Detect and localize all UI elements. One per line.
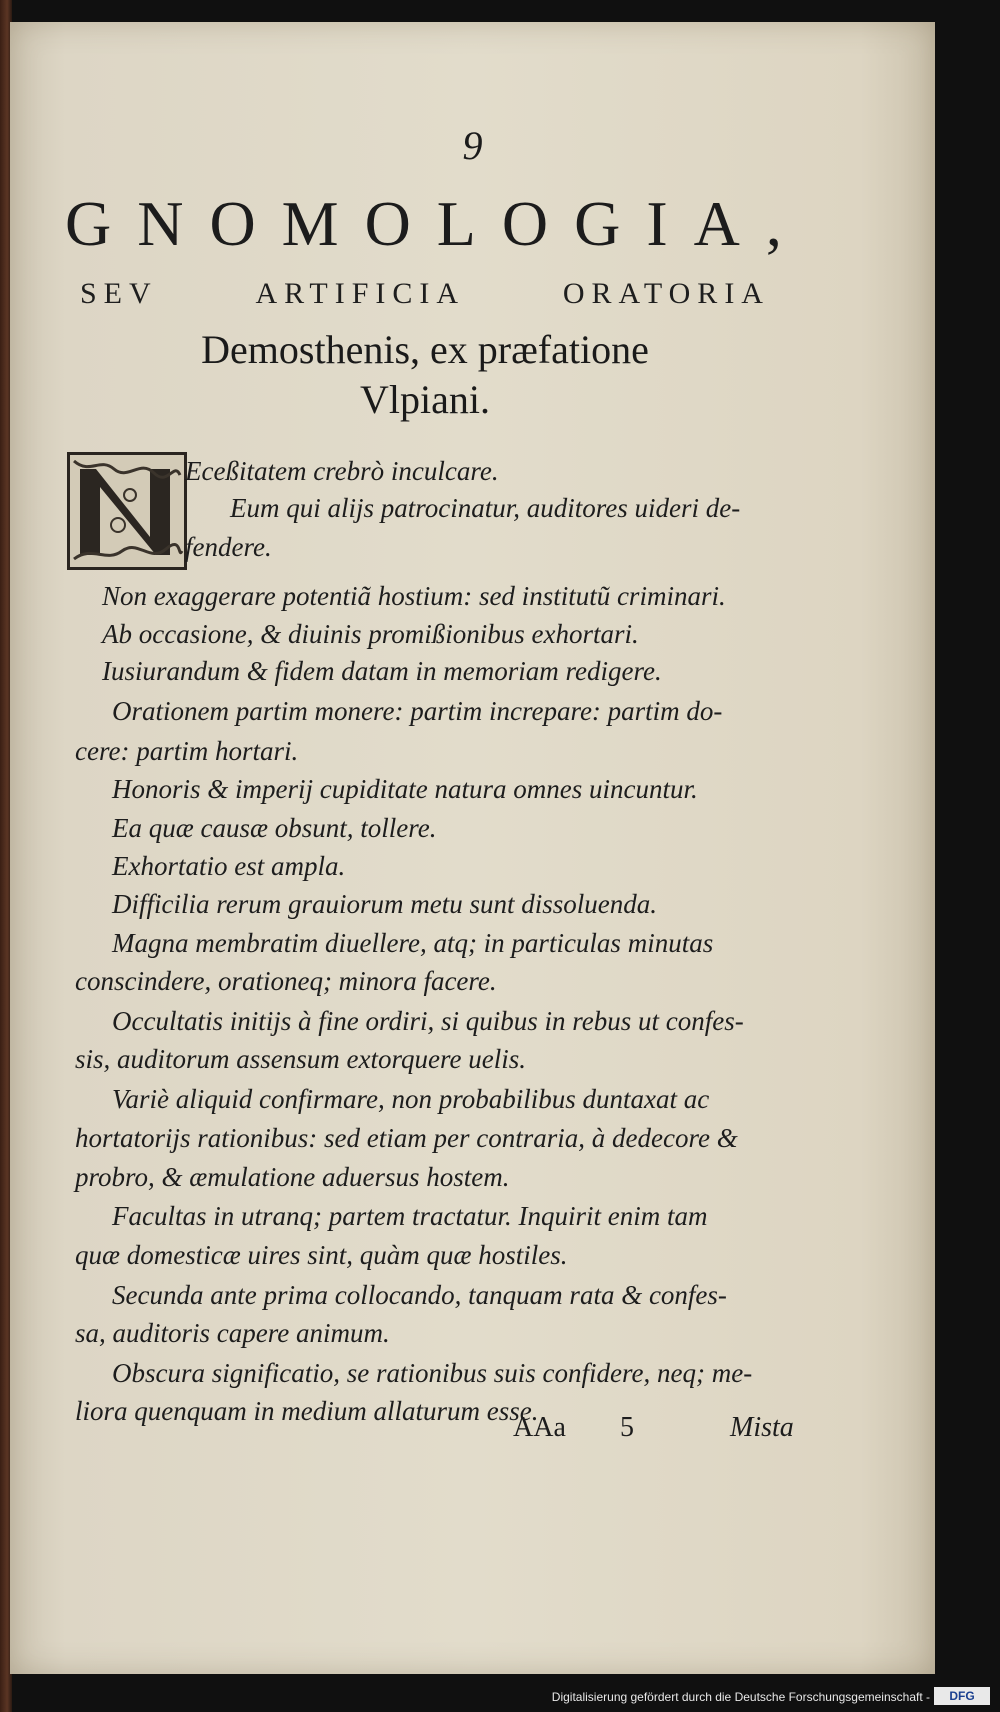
text-line: liora quenquam in medium allaturum esse. <box>75 1396 539 1426</box>
text-line: Orationem partim monere: partim increpare: partim do- <box>112 696 723 726</box>
subtitle <box>80 277 770 311</box>
text-line: Ab occasione, & diuinis promißionibus exhortari. <box>102 619 639 649</box>
ornament-icon <box>70 455 184 567</box>
text-line: probro, & æmulatione aduersus hostem. <box>75 1162 510 1192</box>
text-line: conscindere, orationeq; minora facere. <box>75 966 497 996</box>
subtitle-word-1: SEV <box>80 277 158 310</box>
text-line: Facultas in utranq; partem tractatur. Inquirit enim tam <box>112 1201 708 1231</box>
dfg-logo: DFG <box>934 1687 990 1705</box>
text-line: quæ domesticæ uires sint, quàm quæ hostiles. <box>75 1240 568 1270</box>
digitization-credit: Digitalisierung gefördert durch die Deutsche Forschungsgemeinschaft - <box>551 1690 930 1704</box>
text-line: Difficilia rerum grauiorum metu sunt dissoluenda. <box>112 889 657 919</box>
subtitle-word-2: ARTIFICIA <box>255 277 466 310</box>
signature-mark: AAa <box>513 1412 566 1443</box>
text-line: hortatorijs rationibus: sed etiam per contraria, à dedecore & <box>75 1123 738 1153</box>
text-line: Exhortatio est ampla. <box>112 851 346 881</box>
book-page <box>10 22 935 1674</box>
signature-number: 5 <box>620 1412 634 1443</box>
decorated-initial-n <box>67 452 187 570</box>
text-line: cere: partim hortari. <box>75 736 299 766</box>
text-line: sa, auditoris capere animum. <box>75 1318 390 1348</box>
author-line-1: Demosthenis, ex præfatione <box>201 327 649 372</box>
text-line: Ea quæ causæ obsunt, tollere. <box>112 813 437 843</box>
subtitle-word-3: ORATORIA <box>562 277 770 310</box>
text-line: Honoris & imperij cupiditate natura omnes uincuntur. <box>112 774 698 804</box>
text-line: Iusiurandum & fidem datam in memoriam redigere. <box>102 656 662 686</box>
text-line: fendere. <box>185 532 272 562</box>
text-line: Magna membratim diuellere, atq; in particulas minutas <box>112 928 714 958</box>
catchword: Mista <box>730 1412 794 1443</box>
text-line: Secunda ante prima collocando, tanquam rata & confes- <box>112 1280 727 1310</box>
page-number: 9 <box>462 123 483 168</box>
author-line-2: Vlpiani. <box>360 377 490 422</box>
text-line: Eum qui alijs patrocinatur, auditores uideri de- <box>230 493 741 523</box>
text-line: Eceßitatem crebrò inculcare. <box>185 456 499 486</box>
text-line: Variè aliquid confirmare, non probabilibus duntaxat ac <box>112 1084 710 1114</box>
author-heading <box>110 325 740 425</box>
text-line: sis, auditorum assensum extorquere uelis. <box>75 1044 526 1074</box>
page-title: GNOMOLOGIA, <box>65 188 808 259</box>
text-line: Non exaggerare potentiã hostium: sed institutũ criminari. <box>102 581 726 611</box>
text-line: Occultatis initijs à fine ordiri, si quibus in rebus ut confes- <box>112 1006 744 1036</box>
text-line: Obscura significatio, se rationibus suis confidere, neq; me- <box>112 1358 753 1388</box>
